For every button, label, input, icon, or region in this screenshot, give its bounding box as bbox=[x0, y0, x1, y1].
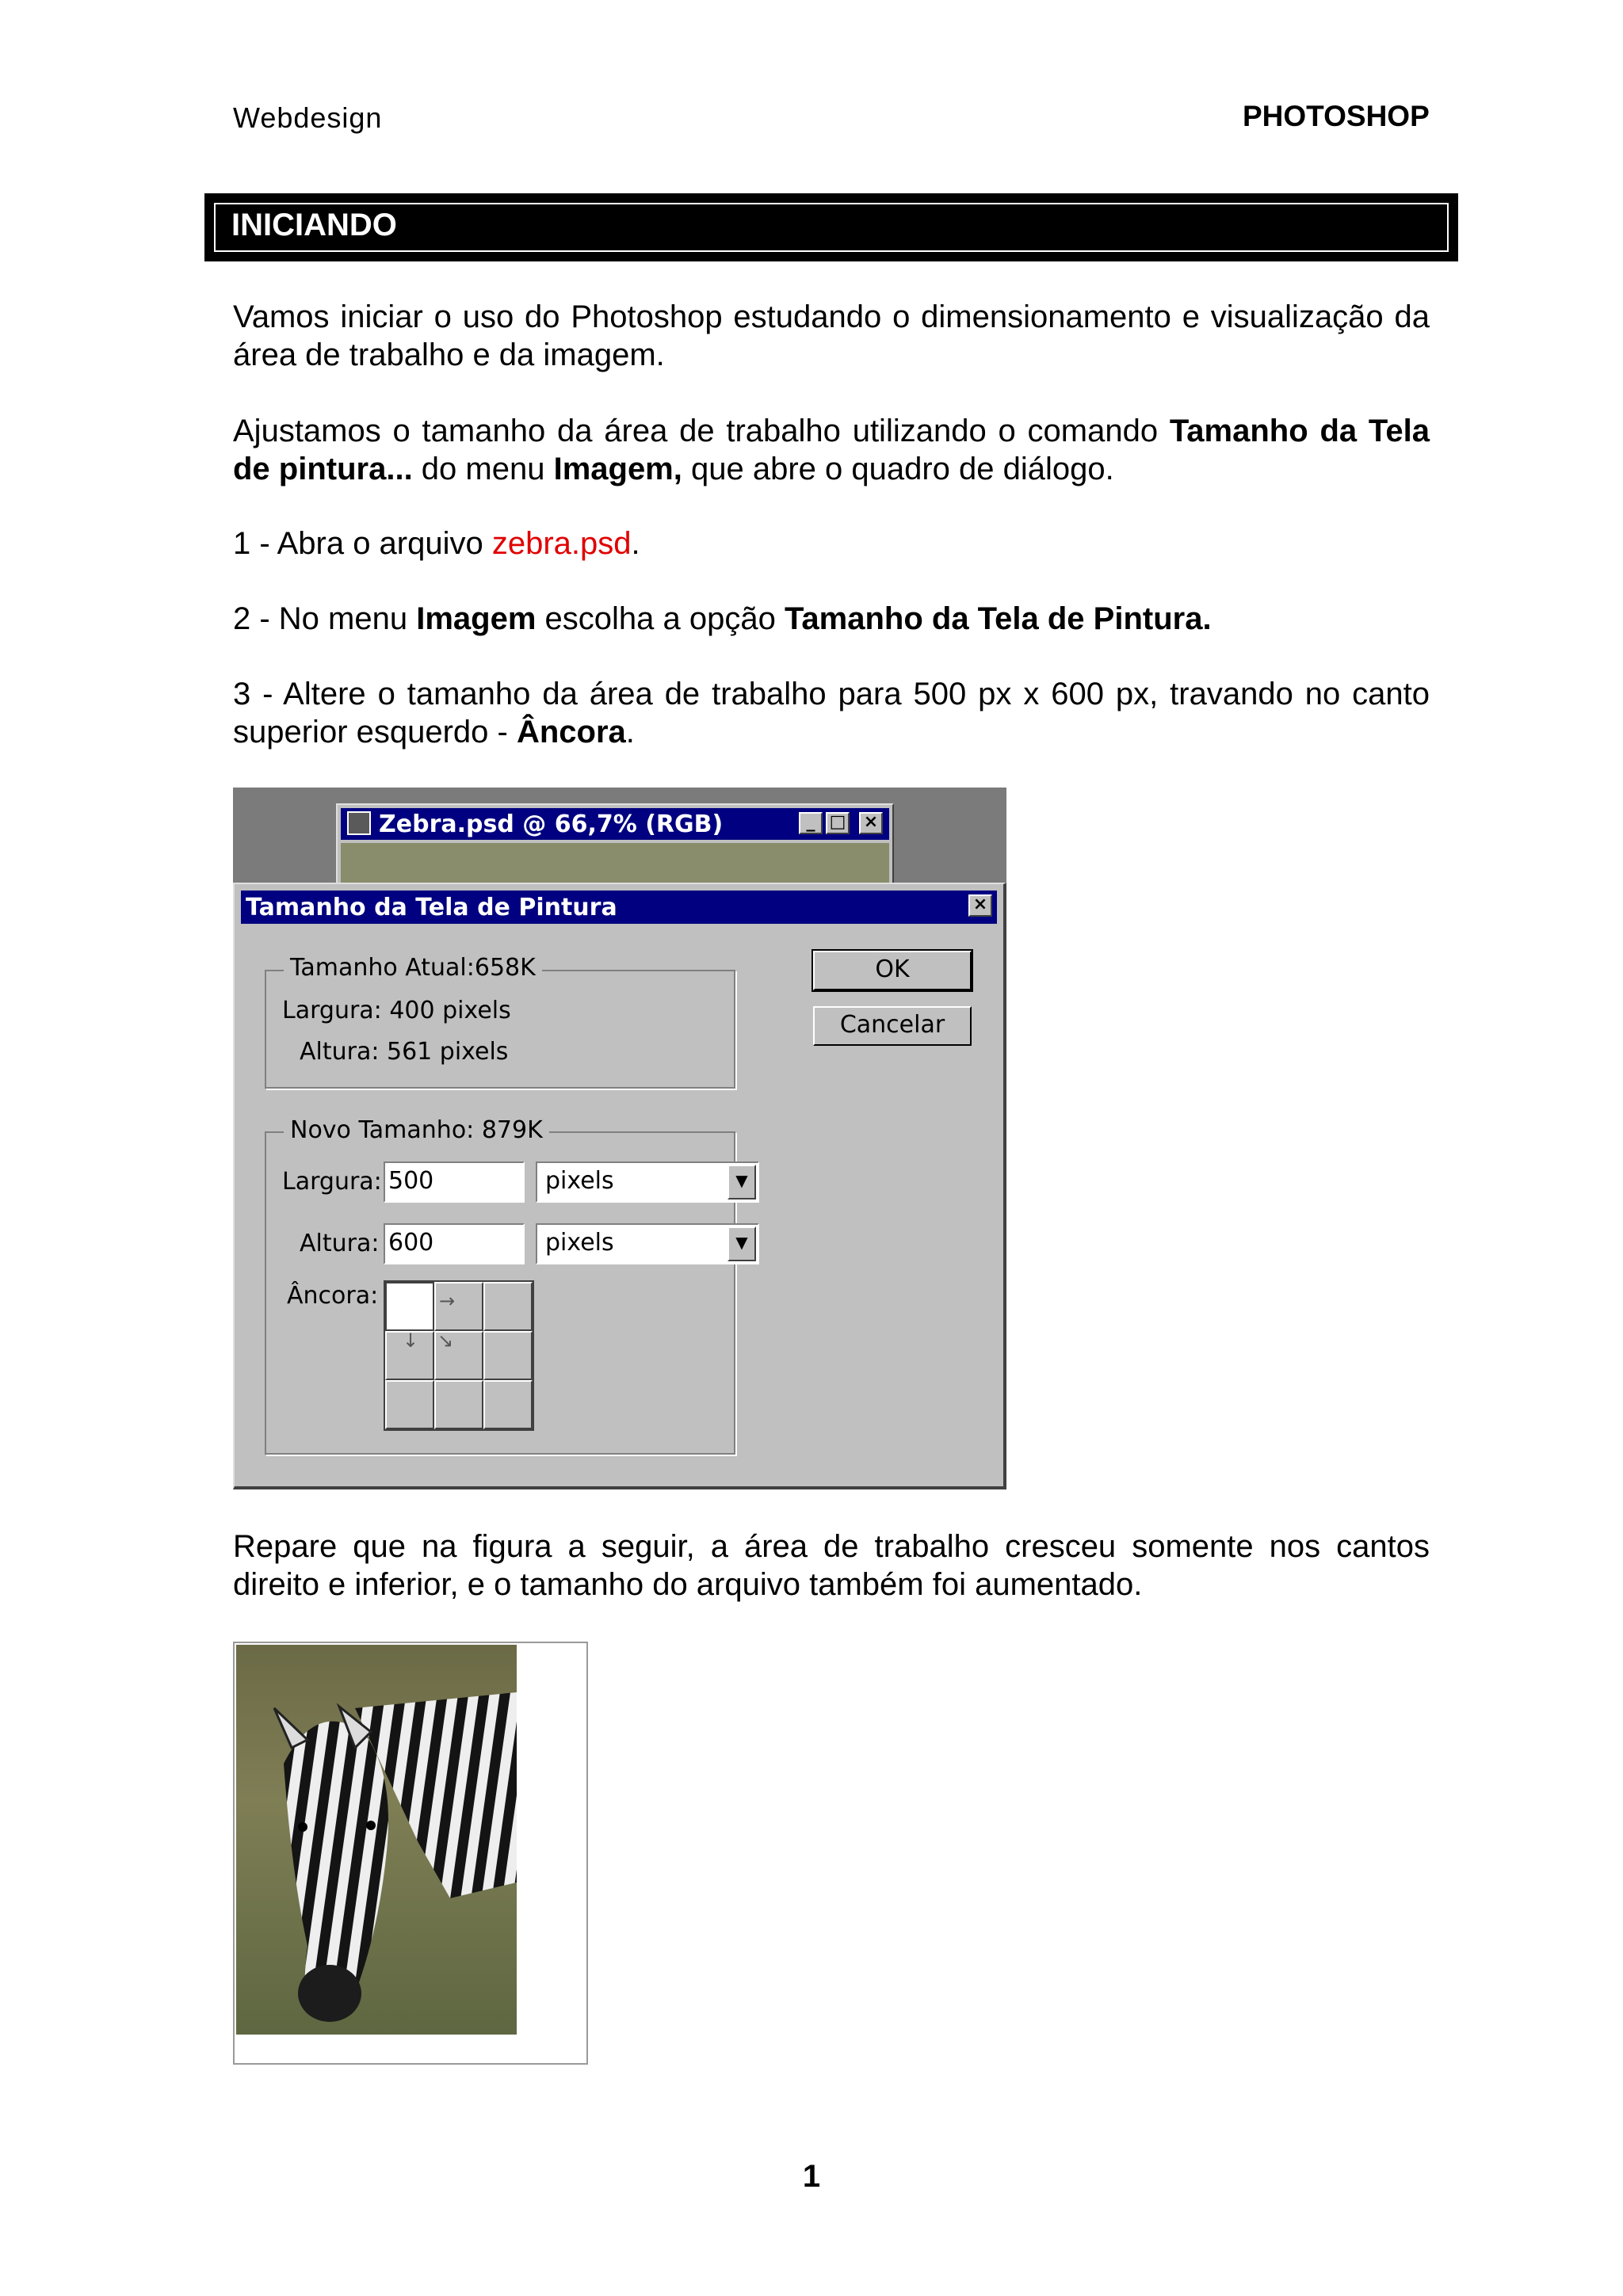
step-3: 3 - Altere o tamanho da área de trabalho para 500 px x 600 px, travando no canto superior esquerdo - Âncora. bbox=[233, 677, 1430, 749]
document-window-title: Zebra.psd @ 66,7% (RGB) bbox=[379, 810, 724, 838]
new-size-label: Novo Tamanho: 879K bbox=[284, 1116, 549, 1144]
header-left: Webdesign bbox=[233, 101, 383, 134]
current-size-group bbox=[265, 970, 735, 1089]
anchor-cell-top-left[interactable] bbox=[385, 1282, 434, 1331]
page-number: 1 bbox=[802, 2159, 821, 2194]
current-size-label: Tamanho Atual:658K bbox=[284, 954, 542, 982]
anchor-label: Âncora: bbox=[287, 1282, 379, 1310]
document-icon bbox=[347, 811, 371, 835]
anchor-cell-bottom-right[interactable] bbox=[483, 1380, 533, 1429]
arrow-down-icon: ↓ bbox=[403, 1329, 419, 1352]
ok-button[interactable]: OK bbox=[813, 951, 972, 990]
anchor-cell-top-center[interactable] bbox=[434, 1282, 483, 1331]
result-paragraph: Repare que na figura a seguir, a área de trabalho cresceu somente nos cantos direito e inferior, e o tamanho do arquivo também foi aumentado. bbox=[233, 1529, 1430, 1602]
height-input[interactable]: 600 bbox=[384, 1223, 525, 1264]
result-canvas bbox=[233, 1642, 588, 2065]
maximize-icon[interactable]: □ bbox=[826, 812, 850, 834]
height-unit-select[interactable]: pixels ▼ bbox=[536, 1223, 759, 1264]
current-width: Largura: 400 pixels bbox=[282, 997, 511, 1024]
width-unit-select[interactable]: pixels ▼ bbox=[536, 1161, 759, 1203]
width-input[interactable]: 500 bbox=[384, 1161, 525, 1203]
close-icon[interactable]: × bbox=[859, 812, 883, 834]
anchor-cell-middle-left[interactable] bbox=[385, 1331, 434, 1380]
width-label: Largura: bbox=[282, 1168, 382, 1196]
chevron-down-icon[interactable]: ▼ bbox=[727, 1165, 756, 1199]
intro-paragraph: Vamos iniciar o uso do Photoshop estudando o dimensionamento e visualização da área de trabalho e da imagem. bbox=[233, 299, 1430, 372]
anchor-cell-top-right[interactable] bbox=[483, 1282, 533, 1331]
section-bar bbox=[204, 193, 1458, 261]
step-1: 1 - Abra o arquivo zebra.psd. bbox=[233, 526, 640, 561]
anchor-cell-bottom-center[interactable] bbox=[434, 1380, 483, 1429]
arrow-diagonal-icon: ↘ bbox=[437, 1329, 454, 1352]
dialog-screenshot bbox=[233, 788, 1006, 1489]
anchor-cell-bottom-left[interactable] bbox=[385, 1380, 434, 1429]
chevron-down-icon[interactable]: ▼ bbox=[727, 1226, 756, 1261]
anchor-cell-middle-right[interactable] bbox=[483, 1331, 533, 1380]
header-right: PHOTOSHOP bbox=[1243, 100, 1430, 132]
anchor-cell-center[interactable] bbox=[434, 1331, 483, 1380]
section-title: INICIANDO bbox=[231, 208, 397, 242]
file-name: zebra.psd bbox=[491, 526, 632, 561]
step-2: 2 - No menu Imagem escolha a opção Tamanho da Tela de Pintura. bbox=[233, 601, 1212, 636]
anchor-grid[interactable] bbox=[384, 1280, 534, 1431]
arrow-right-icon: → bbox=[439, 1290, 456, 1312]
dialog-close-icon[interactable]: × bbox=[968, 894, 992, 917]
command-paragraph: Ajustamos o tamanho da área de trabalho utilizando o comando Tamanho da Tela de pintura... do menu Imagem, que abre o quadro de diálogo. bbox=[233, 414, 1430, 486]
canvas-size-dialog bbox=[233, 883, 1006, 1489]
minimize-icon[interactable]: _ bbox=[799, 812, 823, 834]
dialog-title: Tamanho da Tela de Pintura bbox=[246, 894, 617, 921]
zebra-photo bbox=[236, 1645, 517, 2035]
cancel-button[interactable]: Cancelar bbox=[813, 1006, 972, 1046]
current-height: Altura: 561 pixels bbox=[300, 1038, 509, 1066]
height-label: Altura: bbox=[300, 1230, 380, 1257]
